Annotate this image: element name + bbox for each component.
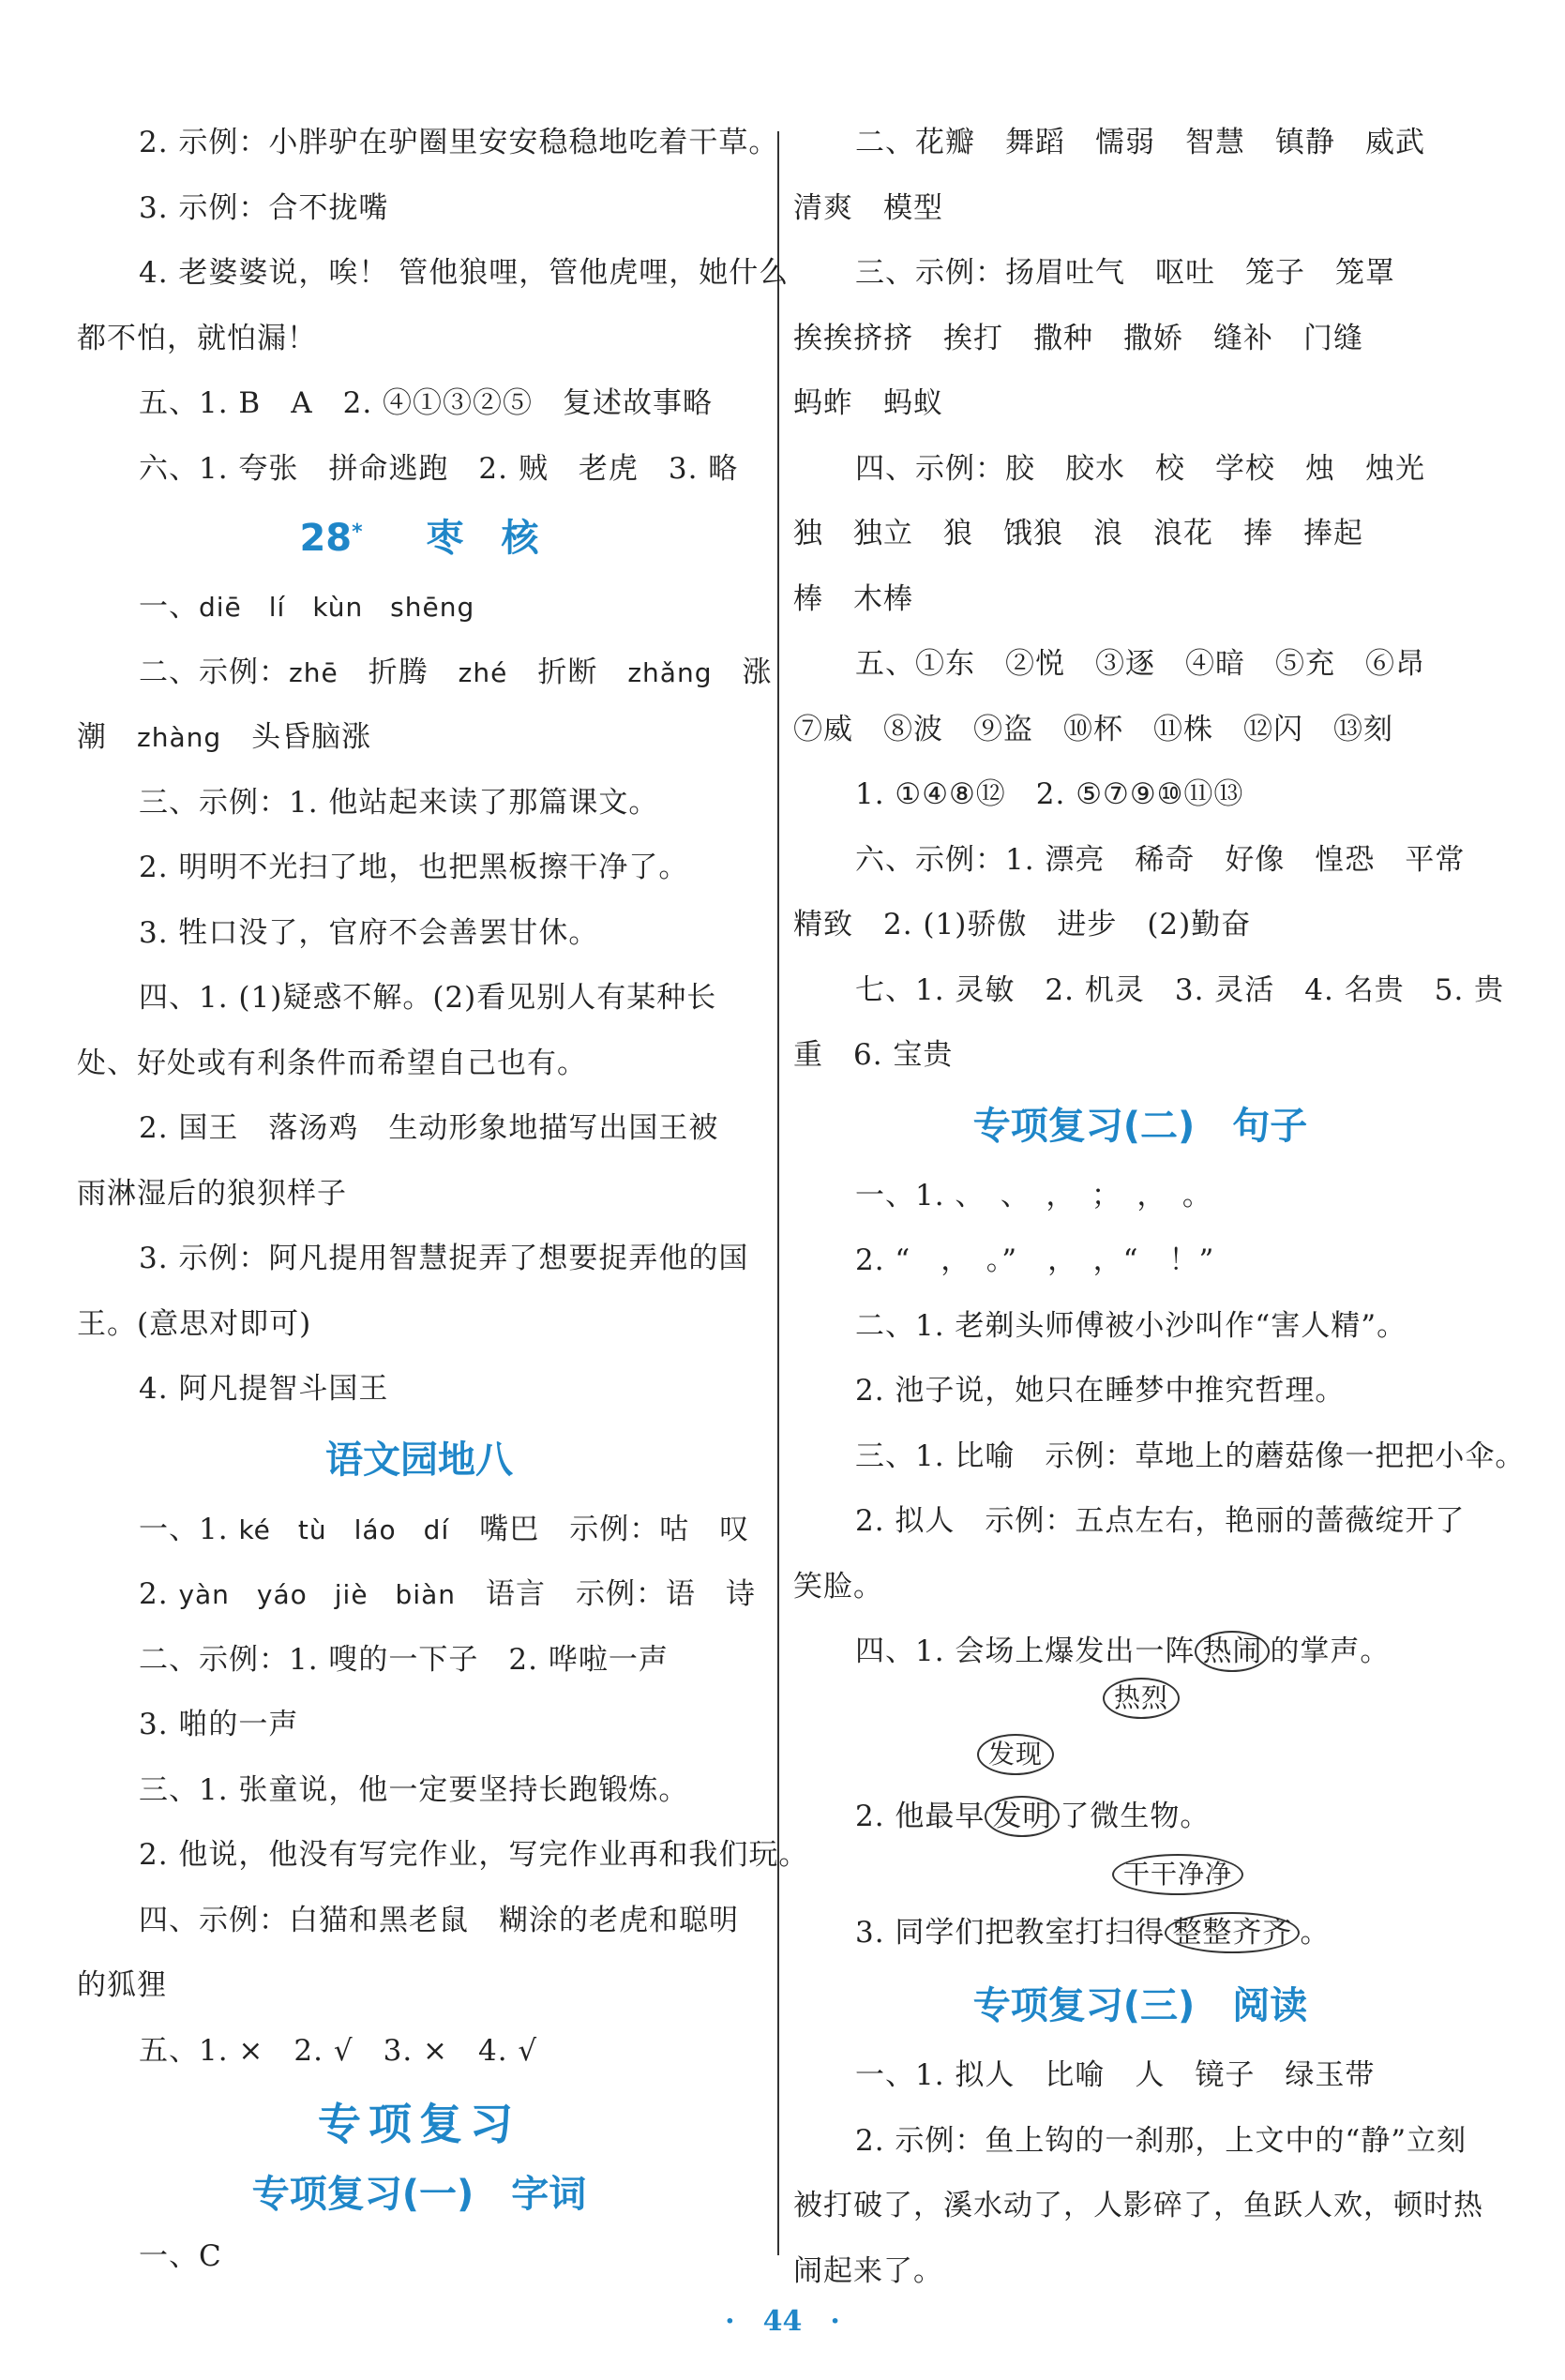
pinyin-text: diē lí kùn shēng (199, 592, 475, 623)
answer-line: 挨挨挤挤 挨打 撒种 撒娇 缝补 门缝 (793, 321, 1363, 355)
left-column (77, 111, 809, 2290)
optional-lesson-mark: * (352, 520, 363, 544)
correction-word: 热烈 (1103, 1678, 1180, 1719)
answer-text: 了微生物。 (1060, 1800, 1211, 1833)
lesson-heading-28 (77, 502, 761, 575)
circled-word: 热闹 (1195, 1631, 1270, 1672)
answer-text: 2. 他最早 (855, 1800, 986, 1833)
answer-text: 涨 (712, 655, 773, 689)
answer-line (77, 575, 761, 640)
answer-text: 折腾 (338, 655, 459, 689)
answer-line: 3. 牲口没了，官府不会善罢甘休。 (139, 915, 599, 950)
answer-line: 独 独立 狼 饿狼 浪 浪花 捧 捧起 (793, 517, 1363, 550)
answer-line (77, 1498, 761, 1563)
section-heading: 专项复习(三) 阅读 (972, 1984, 1308, 2027)
answer-line: 二、示例：1. 嗖的一下子 2. 哗啦一声 (139, 1642, 669, 1677)
answer-prefix: 2. (139, 1577, 179, 1611)
answer-text: 语言 示例：语 诗 (456, 1577, 757, 1611)
answer-line: 2. 示例：小胖驴在驴圈里安安稳稳地吃着干草。 (139, 126, 779, 159)
edit-answer-line (793, 1734, 1487, 1852)
correction-word: 干干净净 (1112, 1854, 1243, 1895)
edit-answer-line (793, 1852, 1487, 1968)
answer-line: 3. 啪的一声 (139, 1708, 299, 1741)
answer-text: 头昏脑涨 (221, 720, 372, 754)
answer-line (77, 705, 761, 771)
answer-text: 嘴巴 示例：咕 叹 (449, 1512, 750, 1546)
answer-line: 2. 拟人 示例：五点左右，艳丽的蔷薇绽开了 (855, 1504, 1466, 1538)
edit-answer-line (793, 1619, 1487, 1734)
review-title: 专项复习 (318, 2099, 520, 2149)
answer-line: 被打破了，溪水动了，人影碎了，鱼跃人欢，顿时热 (793, 2189, 1483, 2222)
answer-line: 2. 明明不光扫了地，也把黑板擦干净了。 (139, 851, 689, 884)
answer-line: 重 6. 宝贵 (793, 1038, 954, 1072)
answer-line: 五、①东 ②悦 ③逐 ④暗 ⑤充 ⑥昂 (855, 647, 1425, 681)
answer-line: 的狐狸 (77, 1968, 167, 2002)
answer-text-group (855, 1785, 1210, 1850)
answer-text: 3. 同学们把教室打扫得 (855, 1916, 1166, 1950)
pinyin-text: yàn yáo jiè biàn (178, 1579, 457, 1610)
answer-line: 一、C (139, 2239, 222, 2273)
answer-text-group (855, 1901, 1330, 1966)
answer-line: 四、示例：白猫和黑老鼠 糊涂的老虎和聪明 (139, 1903, 739, 1937)
answer-line: 2. 他说，他没有写完作业，写完作业再和我们玩。 (139, 1838, 809, 1872)
answer-line: 2. 国王 落汤鸡 生动形象地描写出国王被 (139, 1111, 719, 1145)
answer-line: 四、示例：胶 胶水 校 学校 烛 烛光 (855, 451, 1425, 486)
circled-word: 整整齐齐 (1165, 1912, 1300, 1953)
answer-line: 笑脸。 (793, 1569, 883, 1604)
pinyin-text: zhàng (137, 722, 222, 753)
answer-line: 4. 阿凡提智斗国王 (139, 1372, 389, 1406)
page-number: · 44 · (725, 2305, 840, 2338)
answer-text: 的掌声。 (1270, 1634, 1391, 1668)
answer-line: ⑦威 ⑧波 ⑨盗 ⑩杯 ⑪株 ⑫闪 ⑬刻 (793, 712, 1393, 746)
answer-line: 闹起来了。 (793, 2253, 943, 2288)
answer-line: 清爽 模型 (793, 190, 943, 225)
circled-word: 发明 (985, 1796, 1060, 1837)
answer-line: 六、1. 夸张 拼命逃跑 2. 贼 老虎 3. 略 (139, 451, 739, 486)
answer-line: 五、1. B A 2. ④①③②⑤ 复述故事略 (139, 386, 714, 420)
answer-line: 都不怕，就怕漏！ (77, 321, 317, 355)
answer-line: 棒 木棒 (793, 581, 913, 616)
answer-line: 三、示例：1. 他站起来读了那篇课文。 (139, 785, 659, 820)
answer-line: 一、1. 拟人 比喻 人 镜子 绿玉带 (855, 2058, 1376, 2092)
answer-prefix: 二、示例： (139, 655, 289, 689)
answer-line: 2. 示例：鱼上钩的一刹那，上文中的“静”立刻 (855, 2123, 1467, 2158)
column-divider (777, 131, 779, 2255)
answer-line: 处、好处或有利条件而希望自己也有。 (77, 1046, 587, 1080)
pinyin-text: zhǎng (627, 656, 713, 688)
answer-line: 1. ①④⑧⑫ 2. ⑤⑦⑨⑩⑪⑬ (855, 777, 1244, 811)
correction-word: 发现 (977, 1734, 1054, 1775)
answer-line: 六、示例：1. 漂亮 稀奇 好像 惶恐 平常 (855, 842, 1466, 877)
answer-line: 蚂蚱 蚂蚁 (793, 386, 943, 420)
answer-line: 王。(意思对即可) (77, 1306, 312, 1341)
answer-line: 3. 示例：阿凡提用智慧捉弄了想要捉弄他的国 (139, 1242, 749, 1275)
answer-text: 潮 (77, 720, 137, 754)
answer-line: 4. 老婆婆说，唉！ 管他狼哩，管他虎哩，她什么 (139, 256, 790, 290)
answer-line (77, 640, 773, 706)
answer-prefix: 一、1. (139, 1512, 239, 1546)
section-heading: 语文园地八 (325, 1438, 513, 1482)
answer-line: 三、示例：扬眉吐气 呕吐 笼子 笼罩 (855, 256, 1395, 290)
section-heading: 专项复习(一) 字词 (251, 2173, 587, 2216)
answer-line: 2. 池子说，她只在睡梦中推究哲理。 (855, 1374, 1346, 1408)
answer-line: 七、1. 灵敏 2. 机灵 3. 灵活 4. 名贵 5. 贵 (855, 972, 1505, 1007)
answer-text: 四、1. 会场上爆发出一阵 (855, 1634, 1196, 1668)
answer-line: 二、花瓣 舞蹈 懦弱 智慧 镇静 威武 (855, 126, 1425, 159)
lesson-title: 枣 核 (426, 517, 539, 560)
answer-line: 2. “ ， 。” ， ，“ ！” (855, 1243, 1215, 1277)
answer-line: 雨淋湿后的狼狈样子 (77, 1176, 347, 1211)
answer-text: 。 (1300, 1916, 1331, 1950)
answer-line (77, 1562, 761, 1628)
answer-prefix: 一、 (139, 590, 199, 624)
section-heading: 专项复习(二) 句子 (972, 1104, 1308, 1148)
answer-line: 四、1. (1)疑惑不解。(2)看见别人有某种长 (139, 981, 717, 1015)
answer-line: 精致 2. (1)骄傲 进步 (2)勤奋 (793, 908, 1252, 941)
pinyin-text: zhē (289, 656, 339, 688)
answer-line: 五、1. × 2. √ 3. × 4. √ (139, 2033, 538, 2068)
answer-text: 折断 (507, 655, 628, 689)
pinyin-text: zhé (458, 656, 508, 688)
pinyin-text: ké tù láo dí (238, 1514, 450, 1545)
right-column (793, 111, 1526, 2304)
answer-line: 三、1. 张童说，他一定要坚持长跑锻炼。 (139, 1772, 689, 1807)
answer-line: 一、1. 、 、 ， ； ， 。 (855, 1178, 1212, 1213)
lesson-number: 28 (299, 517, 353, 560)
answer-line: 三、1. 比喻 示例：草地上的蘑菇像一把把小伞。 (855, 1439, 1526, 1473)
answer-line: 二、1. 老剃头师傅被小沙叫作“害人精”。 (855, 1308, 1407, 1343)
answer-line: 3. 示例：合不拢嘴 (139, 190, 389, 225)
